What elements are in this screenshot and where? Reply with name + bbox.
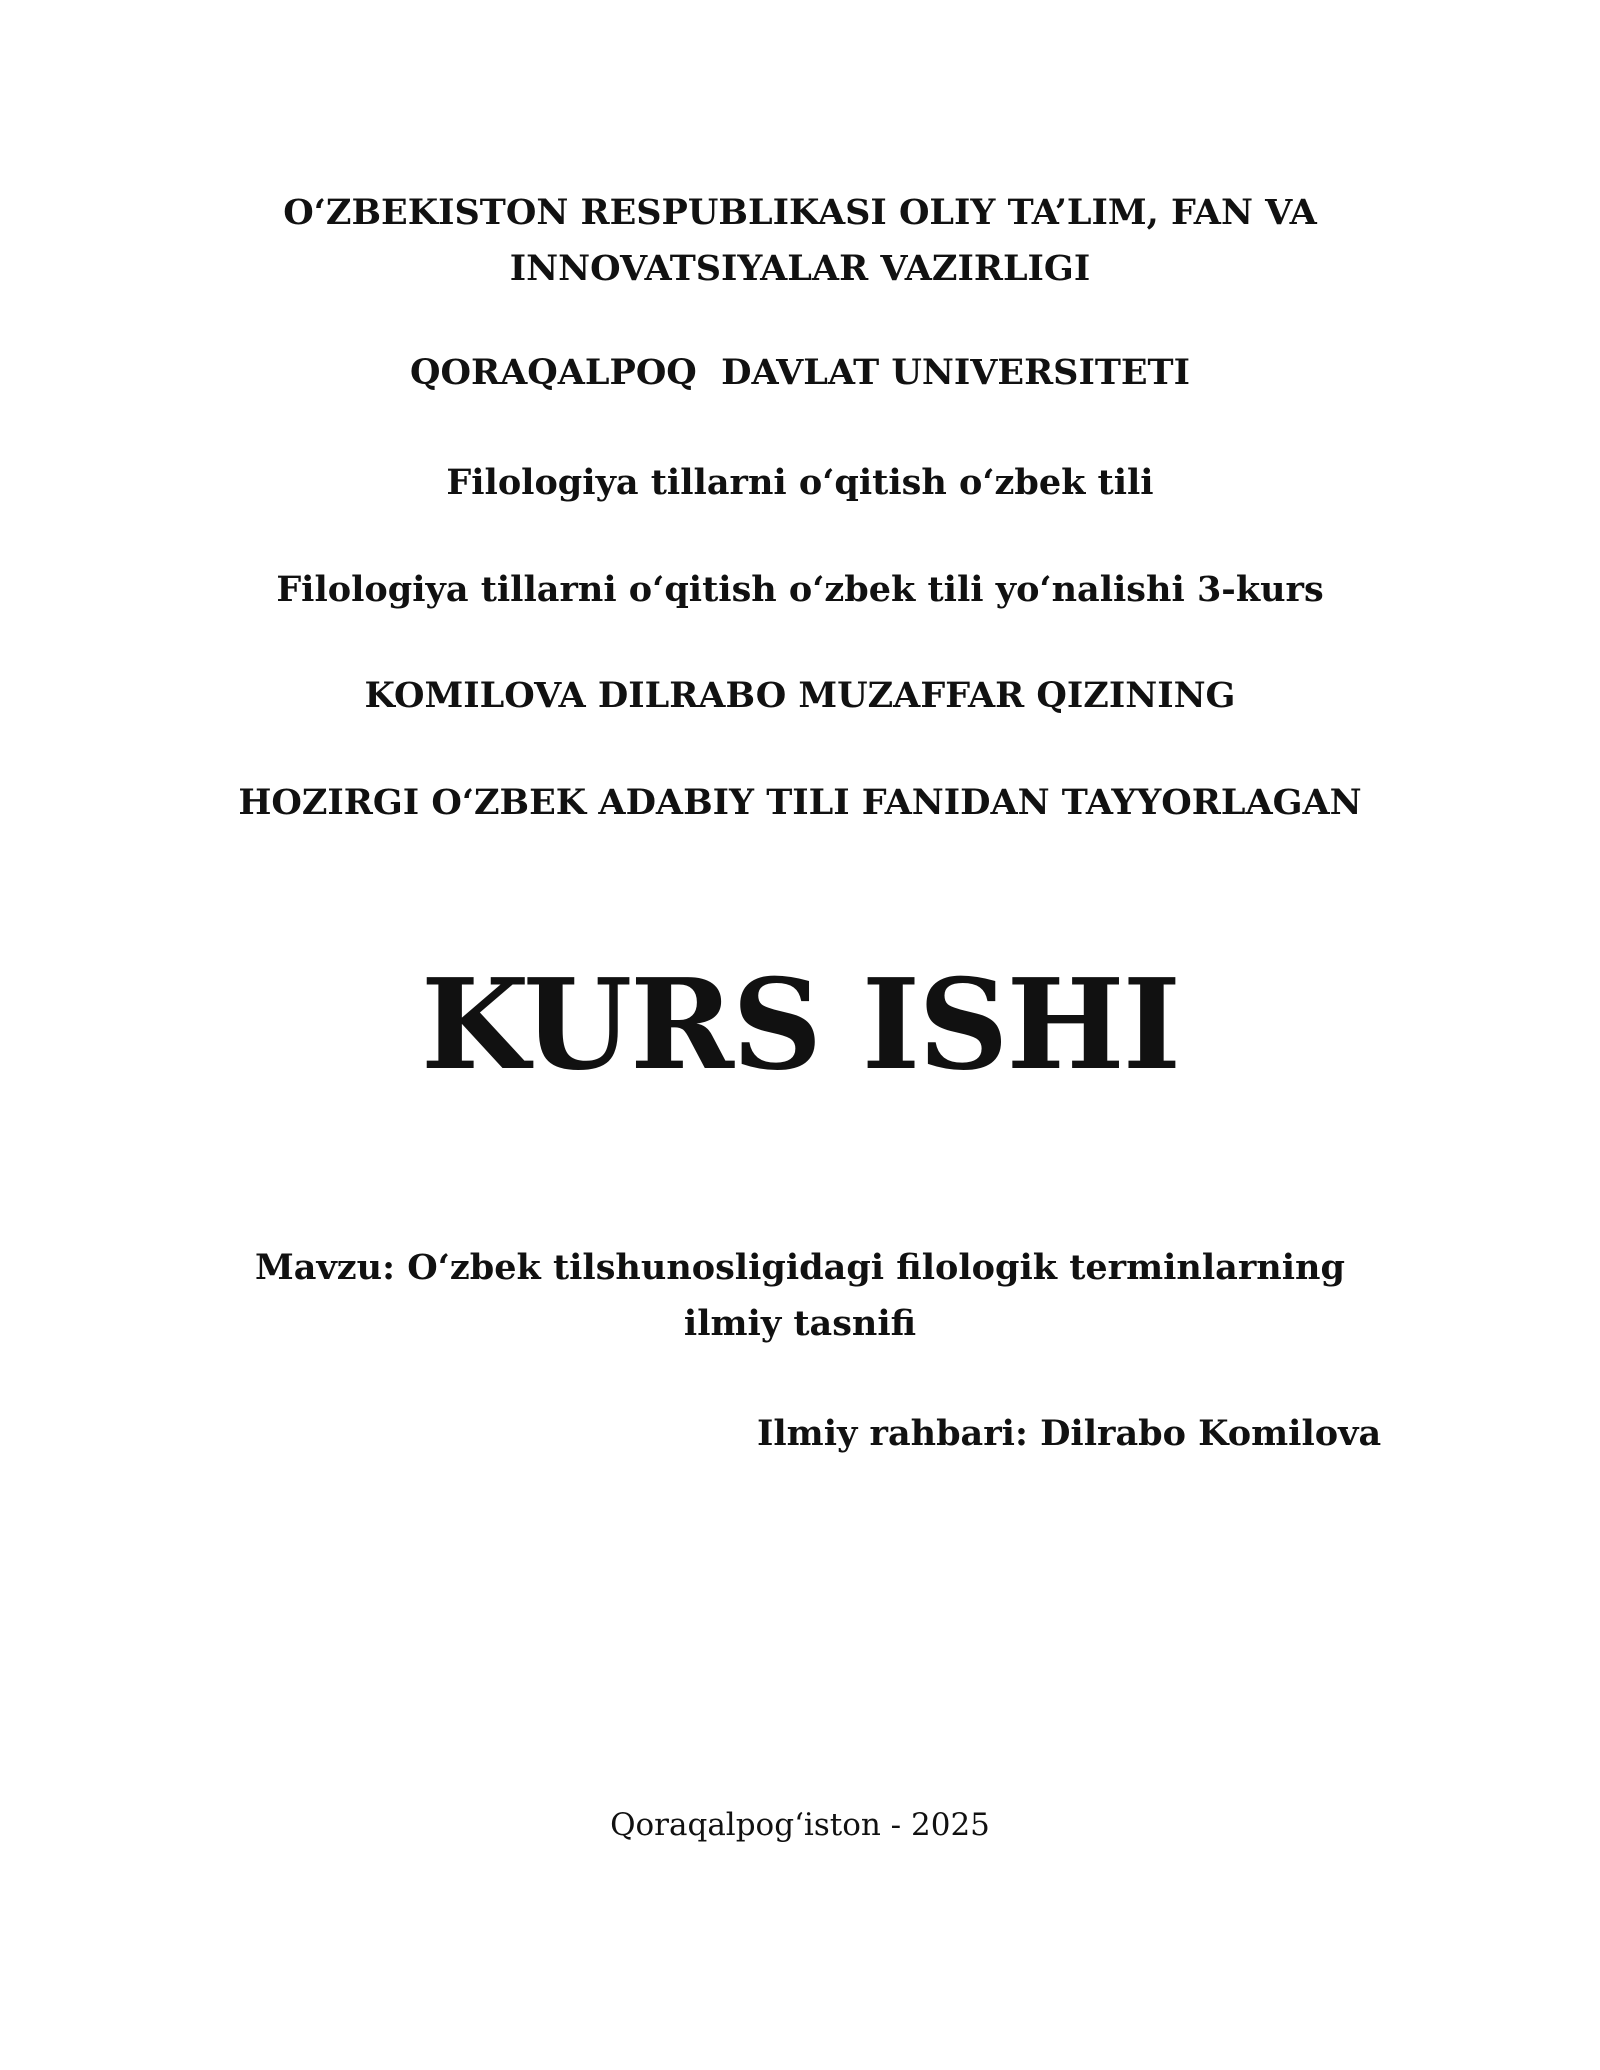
topic-line-2: ilmiy tasnifi	[683, 1303, 917, 1344]
document-title: KURS ISHI	[420, 952, 1180, 1098]
ministry-name-line-2: INNOVATSIYALAR VAZIRLIGI	[509, 248, 1091, 289]
supervisor-line: Ilmiy rahbari: Dilrabo Komilova	[757, 1413, 1382, 1454]
faculty-name: Filologiya tillarni o‘qitish o‘zbek tili	[446, 462, 1154, 503]
student-name: KOMILOVA DILRABO MUZAFFAR QIZINING	[364, 675, 1236, 716]
study-direction: Filologiya tillarni o‘qitish o‘zbek tili yo‘nalishi 3-kurs	[276, 569, 1324, 610]
subject-line: HOZIRGI O‘ZBEK ADABIY TILI FANIDAN TAYYORLAGAN	[238, 782, 1362, 823]
topic-block	[0, 1240, 1600, 1352]
ministry-name	[0, 185, 1600, 297]
place-year: Qoraqalpog‘iston - 2025	[610, 1807, 990, 1843]
ministry-name-line-1: O‘ZBEKISTON RESPUBLIKASI OLIY TA’LIM, FAN VA	[283, 192, 1317, 233]
university-name: QORAQALPOQ DAVLAT UNIVERSITETI	[410, 352, 1190, 393]
topic-line-1: Mavzu: O‘zbek tilshunosligidagi filologik terminlarning	[255, 1247, 1345, 1288]
